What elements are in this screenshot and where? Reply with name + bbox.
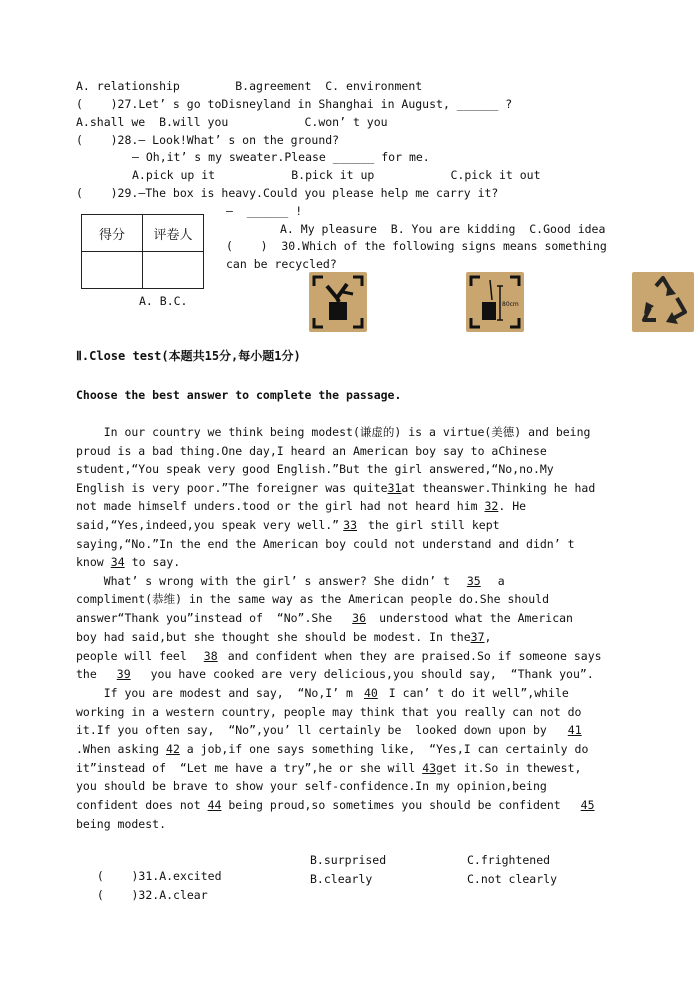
passage-line: proud is a bad thing.One day,I heard an American boy say to aChinese xyxy=(76,444,547,458)
passage-line xyxy=(76,517,500,533)
section-instruction: Choose the best answer to complete the passage. xyxy=(76,388,402,402)
recycle-icon xyxy=(632,272,694,332)
q29 xyxy=(76,185,498,201)
option-b-31[interactable]: B.surprised xyxy=(310,853,387,867)
blank-34[interactable]: 34 xyxy=(110,555,125,569)
grader-cell[interactable] xyxy=(143,252,204,289)
text: at theanswer.Thinking he had xyxy=(401,481,596,495)
fragile-icon xyxy=(309,272,367,332)
blank-36[interactable]: 36 xyxy=(352,611,367,625)
q29-options: A. My pleasure B. You are kidding C.Good idea xyxy=(280,222,606,236)
passage-line: In our country we think being modest(谦虚的) is a virtue(美德) and being xyxy=(76,425,591,439)
passage-line xyxy=(76,498,526,514)
recycle-sign[interactable] xyxy=(632,272,694,332)
passage-line: working in a western country, people may think that you really can not do xyxy=(76,705,582,719)
passage-line xyxy=(76,573,505,589)
option-b-32[interactable]: B.clearly xyxy=(310,872,373,886)
q28-text: 28.— Look!What’ s on the ground? xyxy=(117,133,340,147)
q29-text: 29.—The box is heavy.Could you please help me carry it? xyxy=(117,186,499,200)
passage-line: being modest. xyxy=(76,817,167,831)
text: answer“Thank you”instead of “No”.She xyxy=(76,611,340,625)
text: the xyxy=(76,667,104,681)
text: English is very poor.”The foreigner was quite xyxy=(76,481,388,495)
answer-paren[interactable]: ( ) xyxy=(96,869,139,883)
q26-options: A. relationship B.agreement C. environment xyxy=(76,79,423,93)
text: get it.So in thewest, xyxy=(436,761,582,775)
text: .When asking xyxy=(76,742,167,756)
answer-row-32 xyxy=(83,871,208,903)
text: boy had said,but she thought she should be modest. In the xyxy=(76,630,471,644)
q28-options: A.pick up it B.pick it up C.pick it out xyxy=(132,168,541,182)
size-limit-text: 80cm xyxy=(502,301,519,308)
text: said,“Yes,indeed,you speak very well.” xyxy=(76,518,340,532)
passage-line xyxy=(76,685,569,701)
blank-41[interactable]: 41 xyxy=(567,723,582,737)
passage-line xyxy=(76,722,596,738)
text: a job,if one says something like, “Yes,I can certainly do xyxy=(179,742,589,756)
passage-line xyxy=(76,610,573,626)
text: people will feel xyxy=(76,649,194,663)
score-header: 得分 xyxy=(82,215,143,252)
passage-line xyxy=(76,648,602,664)
passage-line xyxy=(76,629,491,645)
text: If you are modest and say, “No,I’ m xyxy=(76,686,360,700)
q27-text: 27.Let’ s go toDisneyland in Shanghai in August, ______ ? xyxy=(117,97,513,111)
passage-line xyxy=(76,554,180,570)
text: a xyxy=(490,574,505,588)
option-a[interactable]: A.clear xyxy=(159,888,208,902)
option-c-32[interactable]: C.not clearly xyxy=(467,872,558,886)
answer-paren[interactable]: ( ) xyxy=(96,888,139,902)
q30-question-cont: can be recycled? xyxy=(226,257,337,271)
score-table xyxy=(81,214,204,289)
q30-options: A. B.C. xyxy=(139,294,188,308)
passage-line: compliment(恭维) in the same way as the American people do.She should xyxy=(76,592,550,606)
size-limit-icon xyxy=(466,272,524,332)
text: confident does not xyxy=(76,798,208,812)
blank-45[interactable]: 45 xyxy=(580,798,595,812)
passage-line xyxy=(76,480,595,496)
passage-line: you should be brave to show your self-confidence.In my opinion,being xyxy=(76,779,547,793)
text: . He xyxy=(498,499,527,513)
q29-reply: — ______ ! xyxy=(226,204,303,218)
text: to say. xyxy=(131,555,181,569)
q30-question: ( ) 30.Which of the following signs means something xyxy=(226,239,607,253)
passage-line xyxy=(76,760,581,776)
text: I can’ t do it well”,while xyxy=(381,686,569,700)
q29-paren[interactable]: ( ) xyxy=(76,186,118,200)
text: not made himself unders.tood or the girl had not heard him xyxy=(76,499,485,513)
blank-40[interactable]: 40 xyxy=(363,686,378,700)
q27-paren[interactable]: ( ) xyxy=(76,97,118,111)
blank-43[interactable]: 43 xyxy=(422,761,437,775)
answer-num: 32. xyxy=(138,888,160,902)
text: understood what the American xyxy=(379,611,573,625)
blank-32[interactable]: 32 xyxy=(484,499,499,513)
fragile-sign[interactable] xyxy=(309,272,367,332)
q28 xyxy=(76,132,339,148)
section-title: Ⅱ.Close test(本题共15分,每小题1分) xyxy=(76,349,301,363)
blank-31[interactable]: 31 xyxy=(387,481,402,495)
blank-38[interactable]: 38 xyxy=(203,649,218,663)
text: it.If you often say, “No”,you’ ll certainly be looked down upon by xyxy=(76,723,554,737)
text: it”instead of “Let me have a try”,he or she will xyxy=(76,761,423,775)
answer-num: 31. xyxy=(138,869,160,883)
text: the girl still kept xyxy=(361,518,500,532)
blank-44[interactable]: 44 xyxy=(207,798,222,812)
option-c-31[interactable]: C.frightened xyxy=(467,853,551,867)
passage-line xyxy=(76,666,594,682)
text: know xyxy=(76,555,104,569)
blank-35[interactable]: 35 xyxy=(466,574,481,588)
q28-paren[interactable]: ( ) xyxy=(76,133,118,147)
option-a[interactable]: A.excited xyxy=(159,869,222,883)
grader-header: 评卷人 xyxy=(143,215,204,252)
blank-42[interactable]: 42 xyxy=(166,742,180,756)
text: What’ s wrong with the girl’ s answer? She didn’ t xyxy=(76,574,457,588)
q28-reply: — Oh,it’ s my sweater.Please ______ for me. xyxy=(132,150,430,164)
blank-37[interactable]: 37 xyxy=(470,630,485,644)
q27 xyxy=(76,96,512,112)
size-limit-sign[interactable] xyxy=(466,272,524,332)
passage-line xyxy=(76,741,588,757)
passage-line xyxy=(76,797,608,813)
text: you have cooked are very delicious,you should say, “Thank you”. xyxy=(143,667,594,681)
blank-33[interactable]: 33 xyxy=(343,518,358,532)
text: being proud,so sometimes you should be confident xyxy=(221,798,568,812)
blank-39[interactable]: 39 xyxy=(116,667,131,681)
passage-line: saying,“No.”In the end the American boy could not understand and didn’ t xyxy=(76,537,575,551)
q27-options: A.shall we B.will you C.won’ t you xyxy=(76,115,388,129)
passage-line: student,“You speak very good English.”But the girl answered,“No,no.My xyxy=(76,462,554,476)
text: , xyxy=(484,630,492,644)
score-cell[interactable] xyxy=(82,252,143,289)
text: and confident when they are praised.So if someone says xyxy=(227,649,602,663)
